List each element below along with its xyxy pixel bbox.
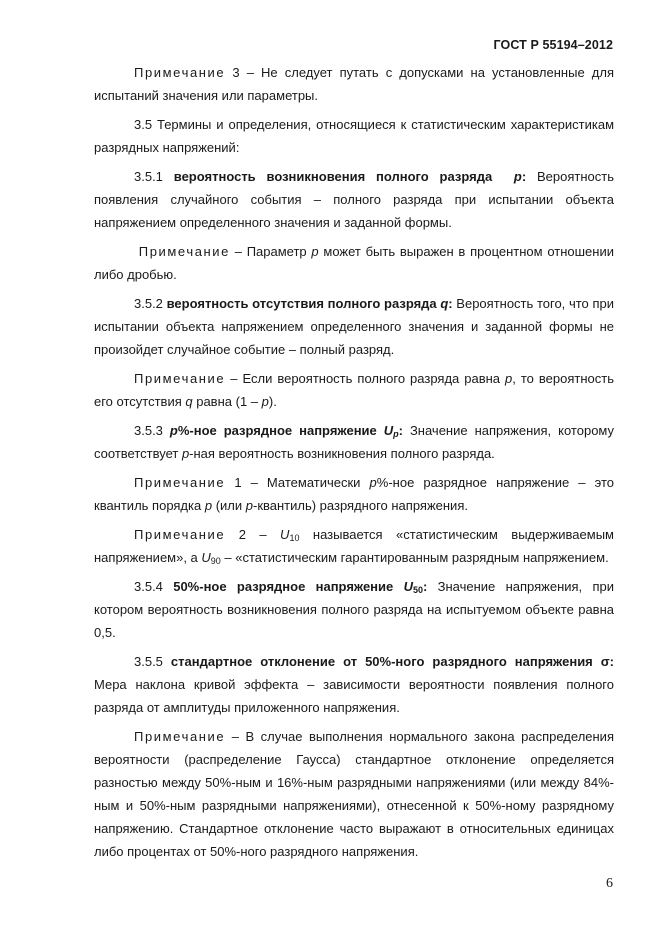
section-3-5-5-note bbox=[94, 725, 614, 863]
page-number: 6 bbox=[606, 876, 613, 891]
note-text: – Если вероятность полного разряда равна bbox=[225, 371, 506, 386]
note-text: – Параметр bbox=[230, 244, 312, 259]
note-label: Примечание bbox=[134, 527, 226, 542]
note-symbol: p bbox=[261, 394, 269, 409]
note-symbol: U bbox=[201, 550, 211, 565]
section-number: 3.5.3 bbox=[134, 423, 170, 438]
definition: -ная вероятность возникновения полного разряда. bbox=[189, 446, 495, 461]
note-text: , то вероятность его отсутствия bbox=[94, 371, 614, 409]
section-3-5-3-note-1 bbox=[94, 471, 614, 517]
section-3-5-3-note-2 bbox=[94, 523, 614, 569]
definition: Мера наклона кривой эффекта – зависимости вероятности появления полного разряда от амплитуды приложенного напряжения. bbox=[94, 677, 614, 715]
section-number: 3.5.1 bbox=[134, 169, 174, 184]
term-colon: : bbox=[521, 169, 527, 184]
section-number: 3.5.4 bbox=[134, 579, 174, 594]
section-3-5-4 bbox=[94, 575, 614, 644]
term-symbol: U bbox=[383, 423, 394, 438]
note-subscript: 10 bbox=[289, 533, 300, 543]
note-label: Примечание bbox=[138, 244, 230, 259]
note-subscript: 90 bbox=[210, 556, 221, 566]
note-label: Примечание bbox=[134, 475, 226, 490]
term-subscript: 50 bbox=[412, 585, 423, 595]
note-text: (или bbox=[212, 498, 246, 513]
note-symbol: p bbox=[369, 475, 377, 490]
section-number: 3.5.5 bbox=[134, 654, 171, 669]
note-symbol: p bbox=[204, 498, 213, 513]
note-text: может быть выражен в процентном отношении либо дробью. bbox=[94, 244, 614, 282]
section-3-5 bbox=[94, 113, 614, 159]
note-text: 3 – Не следует путать с допусками на установленные для испытаний значения или параметры. bbox=[94, 65, 614, 103]
note-label: Примечание bbox=[134, 729, 226, 744]
section-3-5-1 bbox=[94, 165, 614, 234]
term: вероятность отсутствия полного разряда bbox=[166, 296, 437, 311]
note-symbol: q bbox=[185, 394, 193, 409]
note-3 bbox=[94, 61, 614, 107]
note-text: называется «статистическим выдерживаемым напряжением», а bbox=[94, 527, 614, 565]
term: стандартное отклонение от 50%-ного разрядного напряжения σ: bbox=[170, 654, 614, 669]
term-symbol: p bbox=[169, 423, 178, 438]
definition: Значение напряжения, которому соответствует bbox=[94, 423, 615, 461]
note-text: %-ное разрядное напряжение – это квантиль порядка bbox=[94, 475, 614, 513]
section-3-5-2-note bbox=[94, 367, 614, 413]
term-colon: : bbox=[398, 423, 403, 438]
section-text: 3.5 Термины и определения, относящиеся к статистическим характеристикам разрядных напряжений: bbox=[94, 117, 614, 155]
term-colon: : bbox=[448, 296, 453, 311]
definition: Значение напряжения, при котором вероятность возникновения полного разряда на испытуемом объекте равна 0,5. bbox=[94, 579, 614, 640]
term-subscript: p bbox=[393, 429, 399, 439]
term: %-ное разрядное напряжение bbox=[177, 423, 384, 438]
document-body bbox=[94, 61, 614, 869]
note-text: -квантиль) разрядного напряжения. bbox=[252, 498, 468, 513]
term-symbol: p bbox=[513, 169, 522, 184]
term-colon: : bbox=[422, 579, 428, 594]
term: 50%-ное разрядное напряжение bbox=[173, 579, 404, 594]
note-symbol: p bbox=[311, 244, 319, 259]
section-number: 3.5.2 bbox=[134, 296, 167, 311]
note-text: – В случае выполнения нормального закона распределения вероятности (распределение Гаусса) стандартное отклонение определяется разностью между 50%-ным и 16%-ным разрядными напряжениями (или между 84%-ным и 50%-ным разрядными напряжениями), отнесенной к 50%-ному разрядному напряжению. Стандартное отклонение часто выражают в относительных единицах либо процентах от 50%-ного разрядного напряжения. bbox=[94, 729, 614, 859]
definition-symbol: p bbox=[181, 446, 190, 461]
term-symbol: q bbox=[440, 296, 449, 311]
note-text: – «статистическим гарантированным разрядным напряжением. bbox=[220, 550, 609, 565]
document-standard-header: ГОСТ Р 55194–2012 bbox=[493, 38, 613, 52]
section-3-5-2 bbox=[94, 292, 614, 361]
definition: Вероятность того, что при испытании объекта напряжением определенного значения и заданной формы не произойдет случайное событие – полный разряд. bbox=[94, 296, 614, 357]
note-text: 1 – Математически bbox=[225, 475, 370, 490]
note-text: 2 – bbox=[225, 527, 281, 542]
note-symbol: p bbox=[245, 498, 253, 513]
term-symbol: U bbox=[403, 579, 413, 594]
note-text: ). bbox=[268, 394, 277, 409]
definition: Вероятность появления случайного события – полного разряда при испытании объекта напряжением определенного значения и заданной формы. bbox=[94, 169, 614, 230]
note-label: Примечание bbox=[134, 65, 226, 80]
note-symbol: p bbox=[505, 371, 513, 386]
term: вероятность возникновения полного разряда bbox=[173, 169, 493, 184]
note-label: Примечание bbox=[134, 371, 226, 386]
section-3-5-1-note bbox=[94, 240, 614, 286]
note-symbol: U bbox=[280, 527, 290, 542]
section-3-5-3 bbox=[94, 419, 614, 465]
note-text: равна (1 – bbox=[192, 394, 262, 409]
section-3-5-5 bbox=[94, 650, 614, 719]
